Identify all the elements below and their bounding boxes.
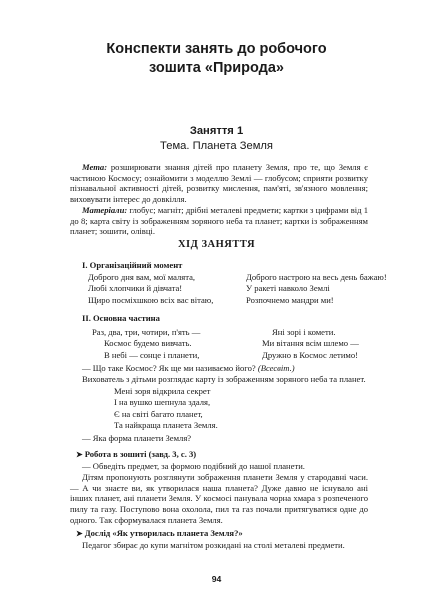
section2-left-verse: [92, 327, 200, 361]
verse-line: Та найкраща планета Земля.: [114, 419, 218, 430]
question-2-text: — Яка форма планети Земля?: [82, 433, 192, 443]
question-1-text: — Що таке Космос? Як ще ми називаємо його?: [82, 363, 258, 373]
verse-line: Любі хлопчики й дівчата!: [88, 283, 183, 294]
goal-text: розширювати знання дітей про планету Земля, про те, що Земля є частиною Космосу; ознайомити з моделлю Землі — глобусом; сприяти розвитку пізнавальної активності дітей, розвитку мислення, пам'яті, зв'язного мовлення; виховувати інтерес до довкілля.: [70, 162, 368, 205]
experiment-heading: [76, 528, 243, 540]
question-1: [70, 363, 368, 374]
verse-line: Розпочнемо мандри ми!: [246, 294, 334, 305]
question-2: [70, 433, 368, 444]
verse-line: І на вушко шепнула здаля,: [114, 397, 211, 408]
experiment-text: Педагог збирає до купи магнітом розкидані на столі металеві предмети.: [82, 540, 345, 550]
materials-text: глобус; магніт; дрібні металеві предмети; картки з цифрами від 1 до 8; карта світу із зображенням зоряного неба та планет; картки із зображенням планет; зошити, олівці.: [70, 205, 368, 237]
arrow-bullet-icon: ➤: [76, 529, 83, 538]
section2-right-verse: [262, 327, 359, 361]
verse-line: Доброго настрою на весь день бажаю!: [246, 272, 387, 282]
section1-title: І. Організаційний момент: [82, 260, 183, 270]
goal-label: Мета:: [82, 162, 108, 172]
question-1-note: [70, 374, 368, 385]
verse-line: Щиро посміхшкою всіх вас вітаю,: [88, 294, 214, 305]
question-1-note-text: Вихователь з дітьми розглядає карту із зображенням зоряного неба та планет.: [82, 374, 366, 384]
verse-line: Дружно в Космос летимо!: [262, 349, 359, 360]
page-title-line-1: Конспекти занять до робочого: [106, 41, 327, 57]
verse-line: Мені зоря відкрила секрет: [114, 386, 211, 396]
verse-2: [114, 386, 218, 431]
section1-right-verse: [246, 272, 387, 306]
page-title: [60, 40, 373, 78]
section2-title: ІІ. Основна частина: [82, 313, 160, 323]
lesson-heading: Заняття 1: [189, 125, 244, 137]
task-heading: [76, 449, 196, 461]
task-paragraph: [70, 461, 368, 472]
materials-paragraph: [70, 205, 368, 237]
story-paragraph: [70, 472, 368, 526]
arrow-bullet-icon: ➤: [76, 450, 83, 459]
verse-line: У ракеті навколо Землі: [246, 283, 330, 294]
materials-label: Матеріали:: [82, 205, 128, 215]
task-heading-text: Робота в зошиті (завд. 3, с. 3): [84, 449, 197, 459]
verse-line: Яні зорі і комети.: [272, 327, 336, 337]
topic-heading: Тема. Планета Земля: [160, 140, 273, 152]
section1-left-verse: [88, 272, 213, 306]
verse-line: Раз, два, три, чотири, п'ять —: [92, 327, 201, 337]
verse-line: Доброго дня вам, мої малята,: [88, 272, 196, 282]
task-text: — Обведіть предмет, за формою подібний до нашої планети.: [82, 461, 305, 471]
course-heading: ХІД ЗАНЯТТЯ: [177, 239, 256, 250]
question-1-answer: (Всесвіт.): [257, 363, 295, 373]
experiment-heading-text: Дослід «Як утворилась планета Земля?»: [84, 528, 243, 538]
verse-line: Космос будемо вивчать.: [104, 338, 192, 349]
verse-line: В небі — сонце і планети,: [104, 349, 200, 360]
page-title-line-2: зошита «Природа»: [148, 60, 284, 76]
experiment-paragraph: [70, 540, 368, 551]
goal-paragraph: [70, 162, 368, 205]
verse-line: Є на світі багато планет,: [114, 408, 203, 419]
page-number: 94: [211, 574, 222, 584]
story-text: Дітям пропонують розглянути зображення планети Земля у стародавні часи. — А чи знаєте ви, як утворилася наша планета? Дуже давно не існувало ані інших планет, ані планети Земля. У космосі панувала чорна хмара з розпеченого пилу та газу. Поступово вона охолола, пил та газ почали притягуватися одне до одного. Так сформувалася планета Земля.: [70, 472, 368, 525]
verse-line: Ми вітання всім шлемо —: [262, 338, 359, 349]
